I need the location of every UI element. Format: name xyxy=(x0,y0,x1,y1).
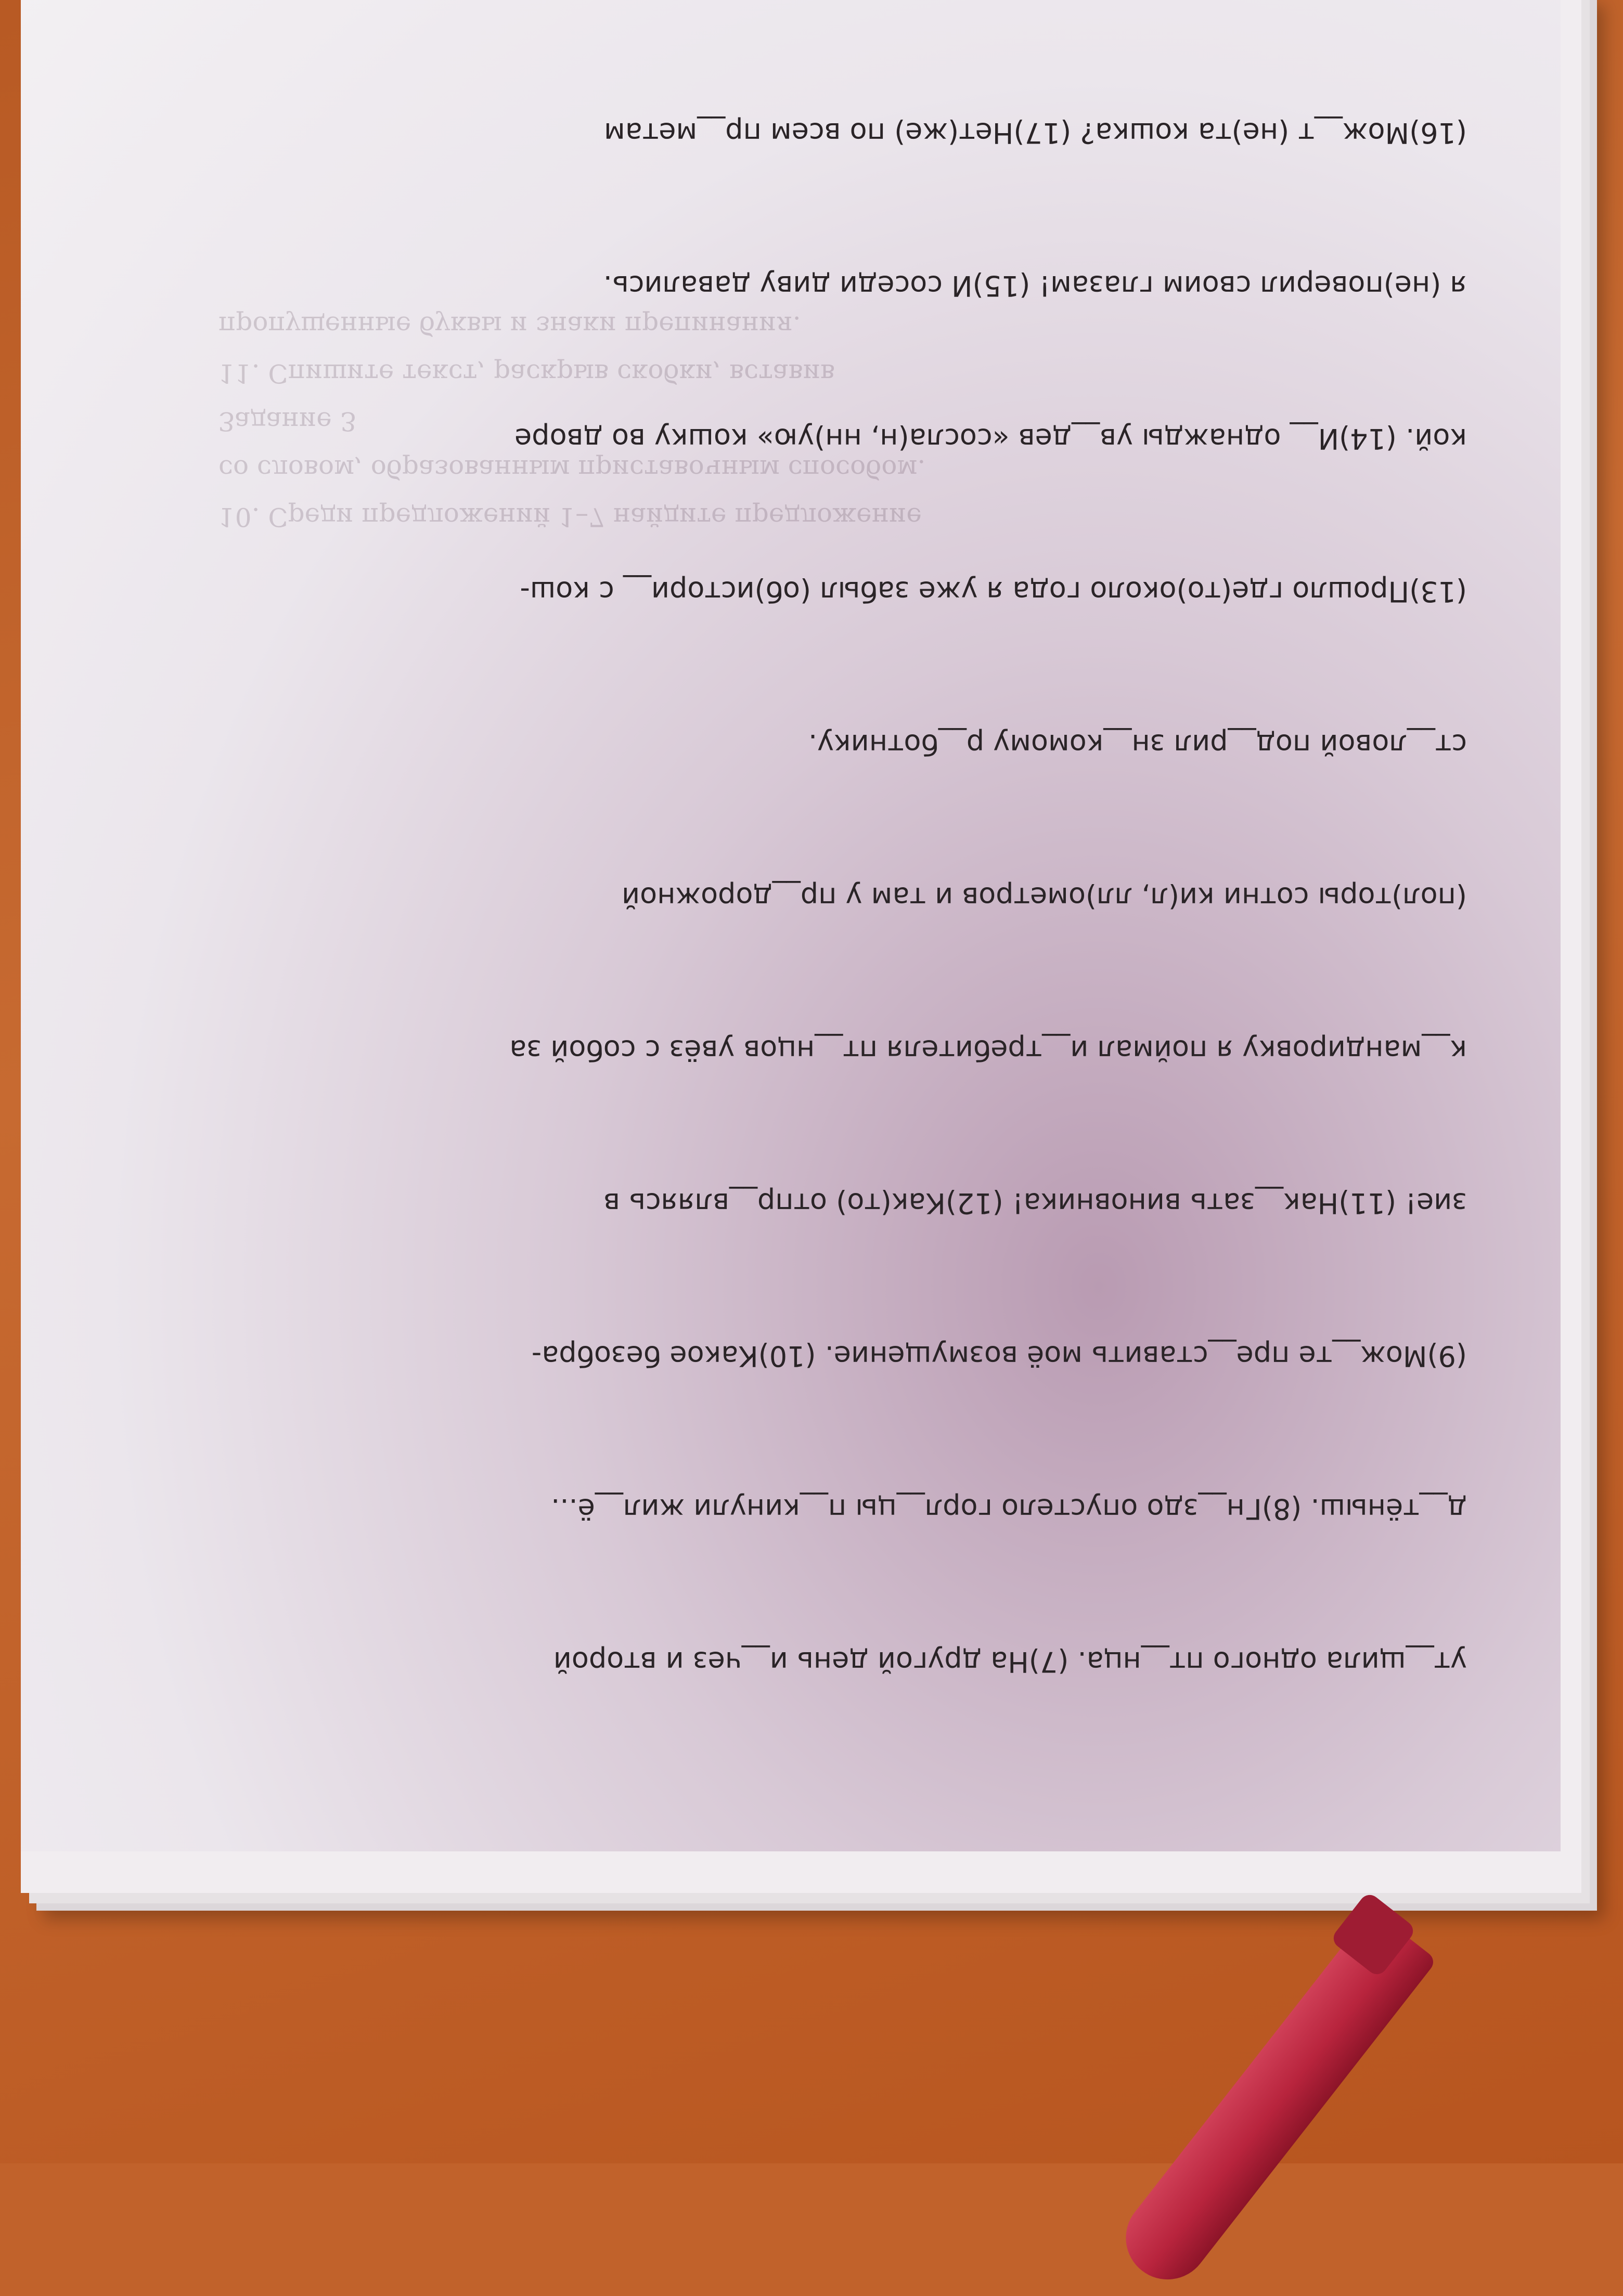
text-line: ст__ловой под__рил зн__комому р__ботнику. xyxy=(808,728,1467,761)
text-line: кой. (14)И__ однажды ув__дев «сосла(н, нн)ую» кошку во дворе xyxy=(514,422,1467,455)
text-line: (пол)торы сотни ки(л, лл)ометров и там у пр__дорожной xyxy=(622,881,1467,914)
text-line: (16)Мож__т (не)та кошка? (17)Нет(же) по всем пр__метам xyxy=(604,116,1467,149)
textbook-page-stack xyxy=(21,0,1581,1893)
bleed-line: со словом, образованным приставочным способом. xyxy=(218,454,926,484)
text-line: д__тёныш. (8)Гн__здо опустело горл__цы п__кинули жил__ё... xyxy=(551,1493,1467,1525)
bleed-line: пропущенные буквы и знаки препинания. xyxy=(218,310,801,341)
text-line: ут__щила одного пт__нца. (7)На другой день и__чез и второй xyxy=(553,1645,1467,1678)
bleed-line: 11. Спишите текст, раскрыв скобки, вставив xyxy=(218,358,835,388)
text-line: (13)Прошло где(то)около года я уже забыл (об)истори__ с кош- xyxy=(520,575,1467,608)
exercise-text xyxy=(114,0,1467,1789)
bleed-line: Задание 3 xyxy=(218,406,357,436)
textbook-page xyxy=(21,0,1561,1851)
text-line: (9)Мож__те пре__ставить моё возмущение. (10)Какое безобра- xyxy=(531,1340,1467,1372)
text-line: я (не)поверил своим глазам! (15)И соседи диву давались. xyxy=(603,269,1467,302)
text-line xyxy=(114,0,1467,5)
bleed-line: 10. Среди предложений 1–7 найдите предложение xyxy=(218,502,922,532)
page-content xyxy=(114,0,1467,1789)
text-line: зие! (11)Нак__зать виновника! (12)Как(то) отпр__вляясь в xyxy=(603,1187,1467,1220)
text-line: к__мандировку я поймал и__требителя пт__нцов увёз с собой за xyxy=(509,1034,1467,1067)
